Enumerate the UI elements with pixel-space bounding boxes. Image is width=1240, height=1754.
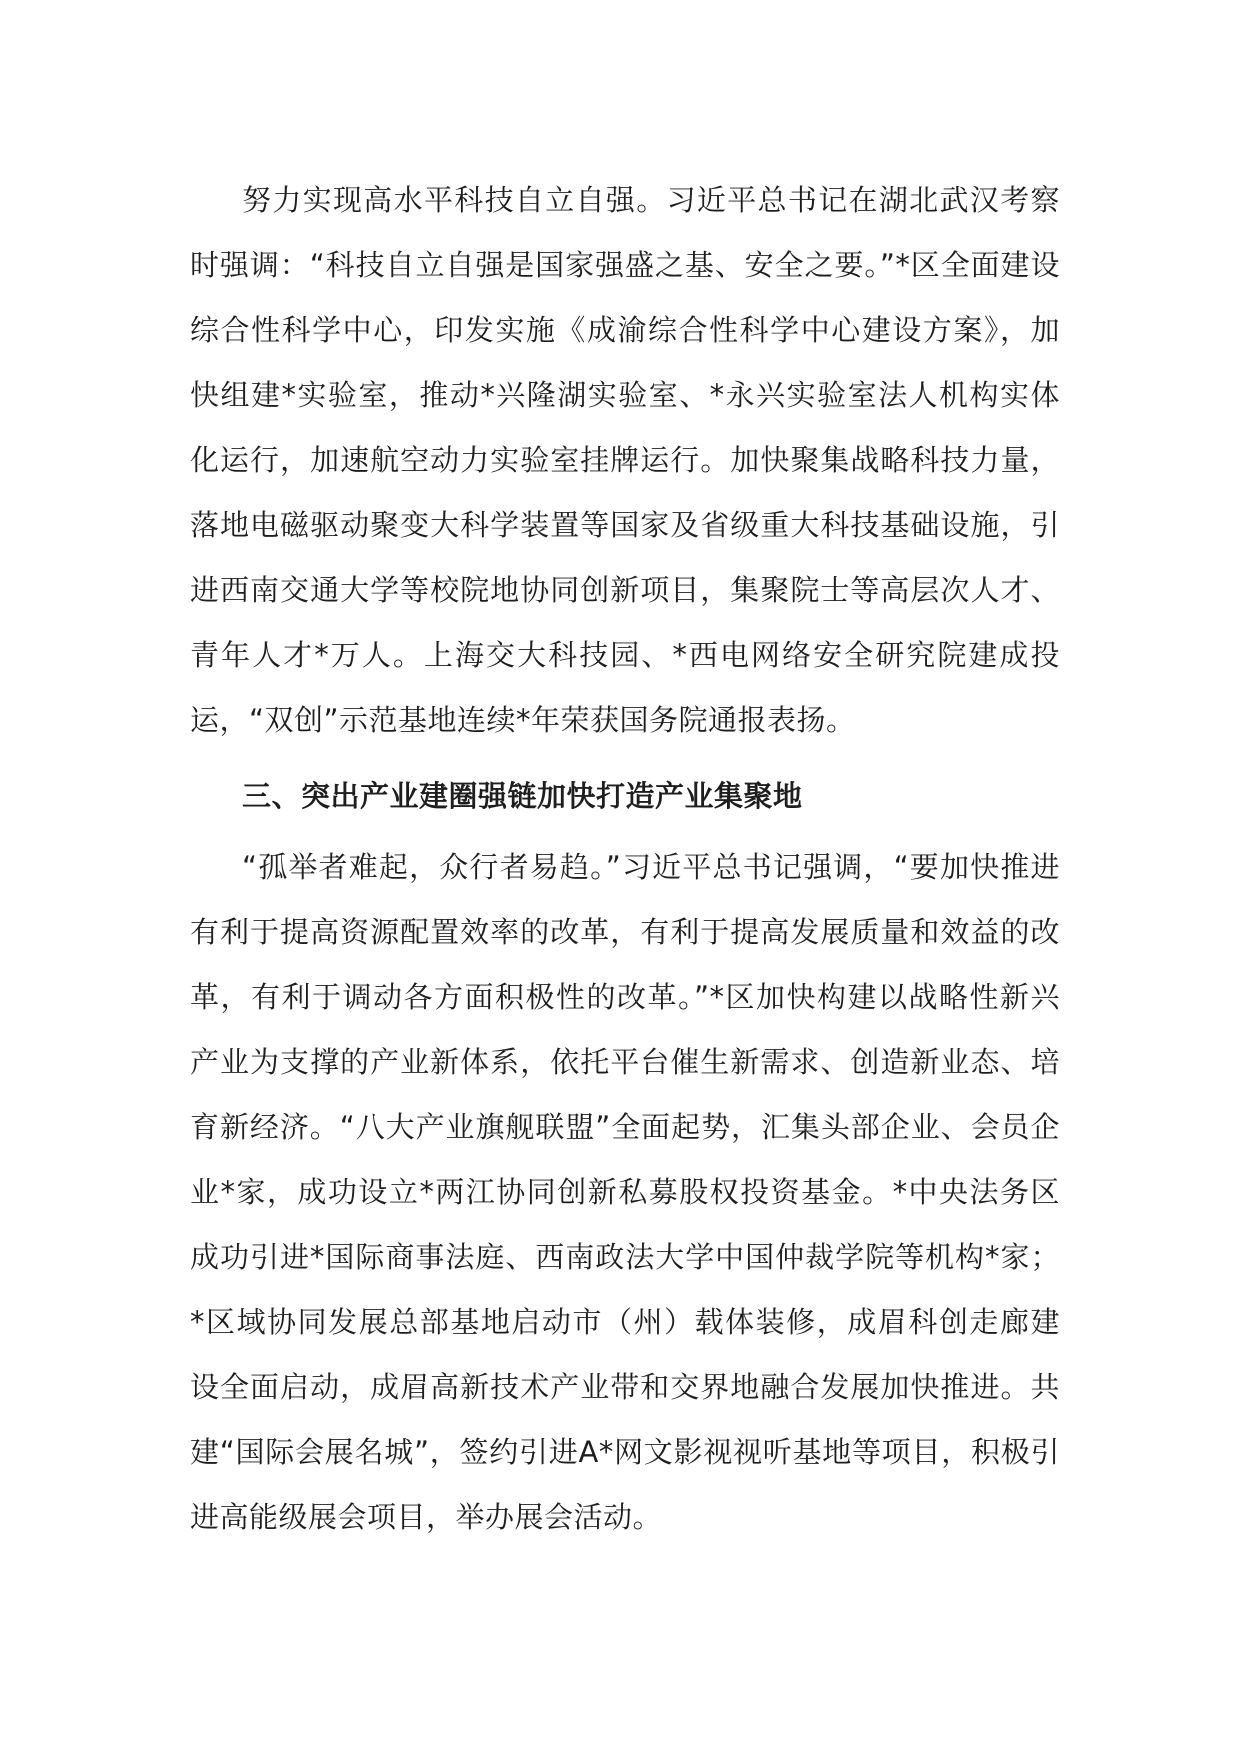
paragraph-industry-cluster: “孤举者难起，众行者易趋。”习近平总书记强调，“要加快推进有利于提高资源配置效率的改革，有利于提高发展质量和效益的改革，有利于调动各方面积极性的改革。”*区加快构建以战略性新兴产业为支撑的产业新体系，依托平台催生新需求、创造新业态、培育新经济。“八大产业旗舰联盟”全面起势，汇集头部企业、会员企业*家，成功设立*两江协同创新私募股权投资基金。*中央法务区成功引进*国际商事法庭、西南政法大学中国仲裁学院等机构*家；*区域协同发展总部基地启动市（州）载体装修，成眉科创走廊建设全面启动，成眉高新技术产业带和交界地融合发展加快推进。共建“国际会展名城”，签约引进A*网文影视视听基地等项目，积极引进高能级展会项目，举办展会活动。 [190,850,1060,1534]
document-page [190,168,1060,1550]
section-heading: 三、突出产业建圈强链加快打造产业集聚地 [242,779,803,813]
paragraph-tech-self-reliance: 努力实现高水平科技自立自强。习近平总书记在湖北武汉考察时强调：“科技自立自强是国家强盛之基、安全之要。”*区全面建设综合性科学中心，印发实施《成渝综合性科学中心建设方案》，加快组建*实验室，推动*兴隆湖实验室、*永兴实验室法人机构实体化运行，加速航空动力实验室挂牌运行。加快聚集战略科技力量，落地电磁驱动聚变大科学装置等国家及省级重大科技基础设施，引进西南交通大学等校院地协同创新项目，集聚院士等高层次人才、青年人才*万人。上海交大科技园、*西电网络安全研究院建成投运，“双创”示范基地连续*年荣获国务院通报表扬。 [190,183,1060,737]
